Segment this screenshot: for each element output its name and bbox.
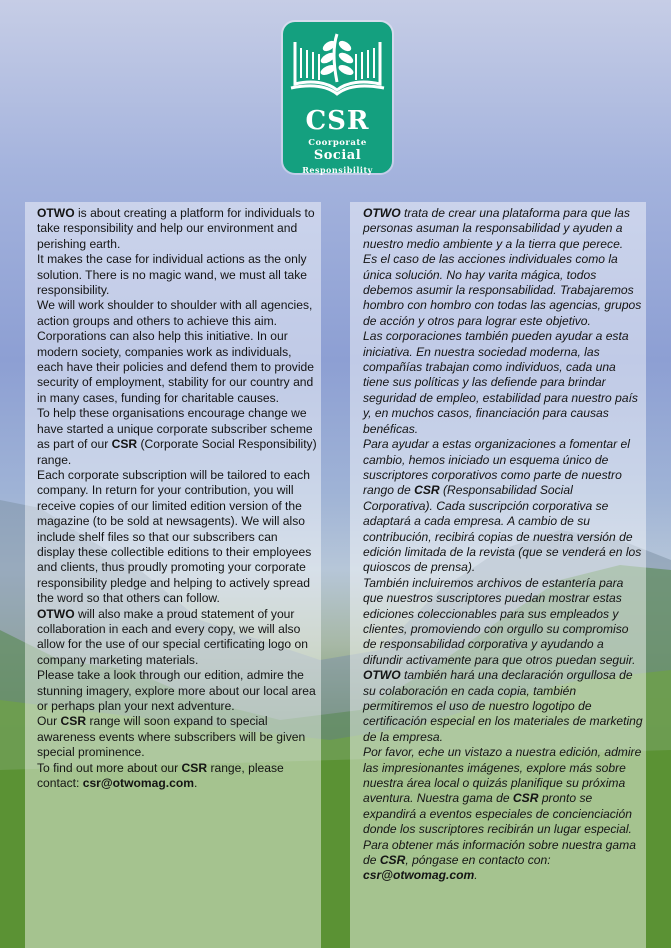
spanish-text (363, 206, 645, 884)
csr-logo (283, 22, 392, 173)
english-text (37, 206, 317, 791)
paragraph: Each corporate subscription will be tailored to each company. In return for your contribution, you will receive copies of our limited edition version of the magazine (to be sold at newsagents). We will also include shelf files so that our subscribers can display these collectible editions to their employees and clients, thus proudly promoting your corporate responsibility pledge and helping to actively spread the word so that others can follow. (37, 467, 312, 606)
paragraph: OTWO también hará una declaración orgullosa de su colaboración en cada copia, también permitiremos el uso de nuestro logotipo de certificación especial en los materiales de marketing de la empresa. (363, 668, 643, 744)
paragraph: OTWO trata de crear una plataforma para que las personas asuman la responsabilidad y ayuden a nuestro medio ambiente y a la tierra que perece. (363, 206, 630, 251)
paragraph: To help these organisations encourage change we have started a unique corporate subscriber scheme as part of our CSR (Corporate Social Responsibility) range. (37, 406, 317, 467)
paragraph: We will work shoulder to shoulder with all agencies, action groups and others to achieve this aim. (37, 298, 313, 328)
paragraph: Para ayudar a estas organizaciones a fomentar el cambio, hemos iniciado un esquema único de suscriptores corporativos como parte de nuestro rango de CSR (Responsabilidad Social Corporativa). Cada suscripción corporativa se adaptará a cada empresa. A cambio de su contribución, recibirá copias de nuestra versión de edición limitada de la revista (que se venderá en los quioscos de prensa). (363, 437, 642, 575)
paragraph: Corporations can also help this initiative. In our modern society, companies work as individuals, each have their policies and defend them to provide security of employment, stability for our country and in many cases, funding for charitable causes. (37, 329, 314, 405)
paragraph: It makes the case for individual actions as the only solution. There is no magic wand, we must all take responsibility. (37, 252, 308, 298)
contact-email[interactable]: csr@otwomag.com (363, 868, 475, 883)
paragraph: Por favor, eche un vistazo a nuestra edición, admire las impresionantes imágenes, explore más sobre nuestra área local o quizás planifique su próxima aventura. Nuestra gama de CSR pronto se expandirá a eventos especiales de concienciación donde los suscriptores recibirán un lugar especial. (363, 745, 642, 837)
paragraph: También incluiremos archivos de estantería para que nuestros suscriptores puedan mostrar estas ediciones coleccionables para sus empleados y clientes, promoviendo con orgullo su compromiso de responsabilidad corporativa y ayudando a difundir activamente para que otros puedan seguir. (363, 575, 636, 667)
paragraph: OTWO will also make a proud statement of your collaboration in each and every copy, we will also allow for the use of our special certificating logo on company marketing materials. (37, 606, 308, 667)
logo-acronym: CSR (305, 106, 370, 136)
paragraph: To find out more about our CSR range, please contact: csr@otwomag.com. (37, 760, 284, 791)
book-plant-icon (283, 22, 392, 106)
paragraph: Please take a look through our edition, admire the stunning imagery, explore more about our local area or perhaps plan your next adventure. (37, 668, 316, 713)
paragraph: Es el caso de las acciones individuales como la única solución. No hay varita mágica, todos debemos asumir la responsabilidad. Trabajaremos hombro con hombro con todas las agencias, grupos de acción y otros para lograr este objetivo. (363, 252, 642, 328)
contact-email[interactable]: csr@otwomag.com (82, 776, 194, 791)
paragraph: Para obtener más información sobre nuestra gama de CSR, póngase en contacto con: csr@otwomag.com. (363, 837, 636, 883)
paragraph: Our CSR range will soon expand to special awareness events where subscribers will be given special prominence. (37, 714, 306, 760)
paragraph: Las corporaciones también pueden ayudar a esta iniciativa. En nuestra sociedad moderna, las compañías trabajan como individuos, cada una tiene sus políticas y las defiende para brindar seguridad de empleo, estabilidad para nuestro país y, en muchos casos, financiación para causas benéficas. (363, 329, 638, 436)
paragraph: OTWO is about creating a platform for individuals to take responsibility and help our environment and perishing earth. (37, 206, 315, 251)
logo-line-social: Social (313, 148, 362, 163)
logo-line-coorporate: Coorporate (308, 138, 367, 148)
logo-line-responsibility: Responsibility (302, 165, 373, 175)
